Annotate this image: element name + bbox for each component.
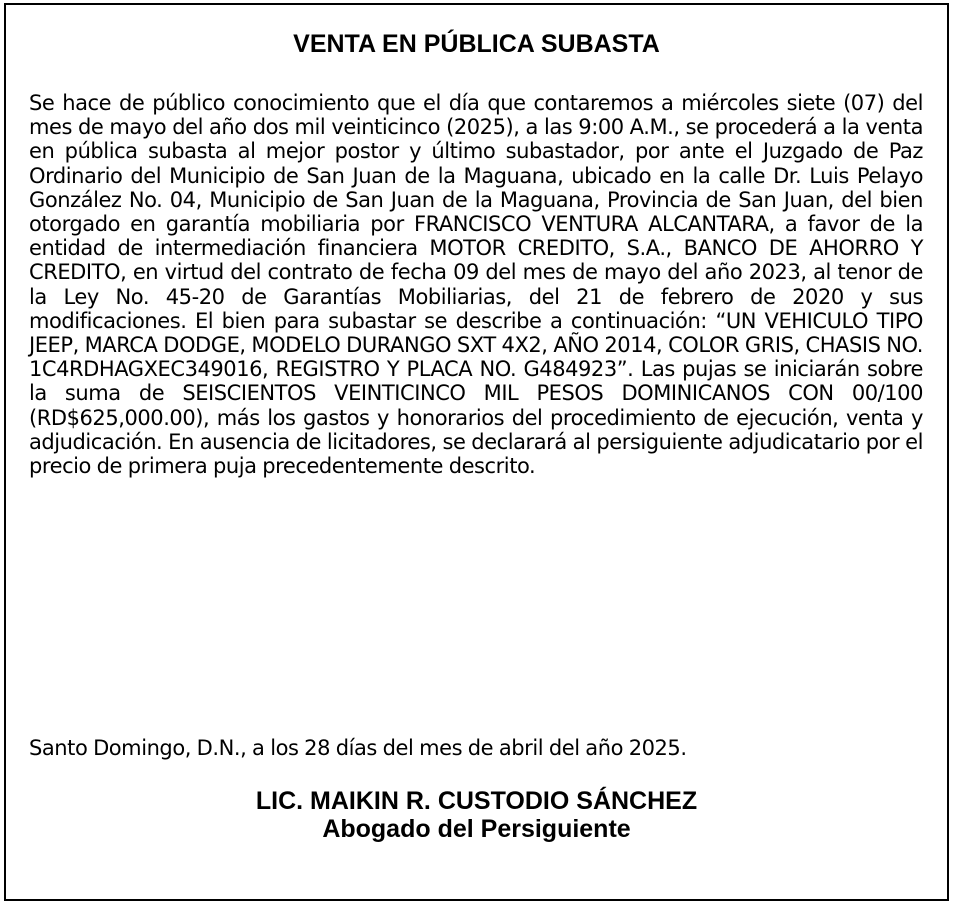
place-and-date: Santo Domingo, D.N., a los 28 días del mes de abril del año 2025.: [29, 736, 687, 760]
public-auction-notice: [4, 3, 949, 901]
signature-block: [6, 787, 947, 843]
signer-role: Abogado del Persiguiente: [322, 815, 631, 843]
notice-body: Se hace de público conocimiento que el día que contaremos a miércoles siete (07) del mes de mayo del año dos mil veinticinco (2025), a las 9:00 A.M., se procederá a la venta en pública subasta al mejor postor y último subastador, por ante el Juzgado de Paz Ordinario del Municipio de San Juan de la Maguana, ubicado en la calle Dr. Luis Pelayo González No. 04, Municipio de San Juan de la Maguana, Provincia de San Juan, del bien otorgado en garantía mobiliaria por FRANCISCO VENTURA ALCANTARA, a favor de la entidad de intermediación financiera MOTOR CREDITO, S.A., BANCO DE AHORRO Y CREDITO, en virtud del contrato de fecha 09 del mes de mayo del año 2023, al tenor de la Ley No. 45-20 de Garantías Mobiliarias, del 21 de febrero de 2020 y sus modificaciones. El bien para subastar se describe a continuación: “UN VEHICULO TIPO JEEP, MARCA DODGE, MODELO DURANGO SXT 4X2, AÑO 2014, COLOR GRIS, CHASIS NO. 1C4RDHAGXEC349016, REGISTRO Y PLACA NO. G484923”. Las pujas se iniciarán sobre la suma de SEISCIENTOS VEINTICINCO MIL PESOS DOMINICANOS CON 00/100 (RD$625,000.00), más los gastos y honorarios del procedimiento de ejecución, venta y adjudicación. En ausencia de licitadores, se declarará al persiguiente adjudicatario por el precio de primera puja precedentemente descrito.: [29, 91, 923, 479]
signer-name: LIC. MAIKIN R. CUSTODIO SÁNCHEZ: [255, 787, 698, 815]
notice-title: VENTA EN PÚBLICA SUBASTA: [293, 30, 660, 58]
